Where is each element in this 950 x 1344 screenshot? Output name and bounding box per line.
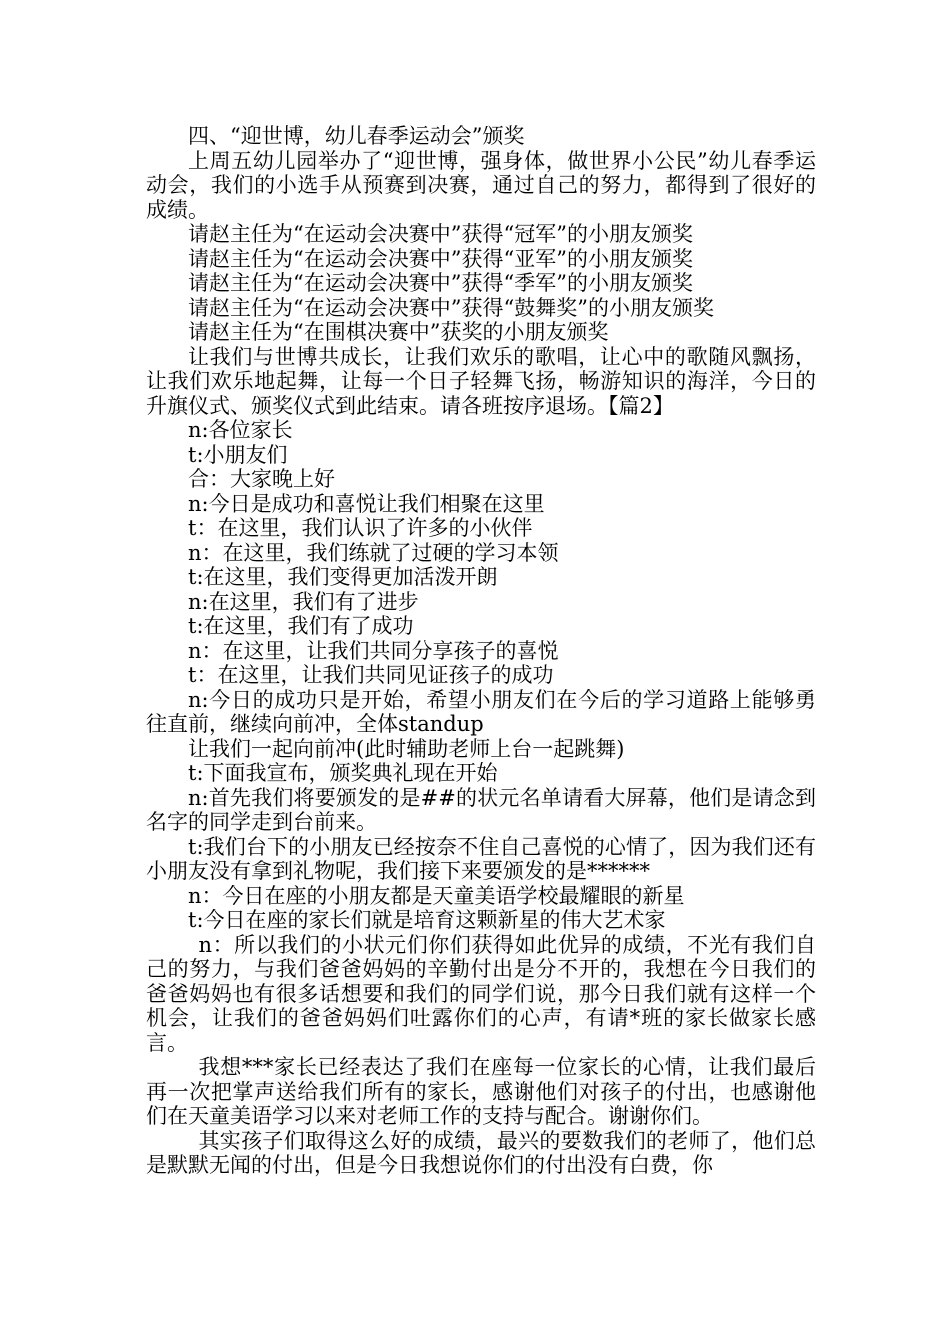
document-page [146, 124, 816, 1178]
script-line: n：今日在座的小朋友都是天童美语学校最耀眼的新星 [188, 883, 685, 908]
script-line: t：在这里，让我们共同见证孩子的成功 [188, 663, 554, 687]
script-line: n:今日是成功和喜悦让我们相聚在这里 [188, 491, 545, 516]
paragraph: 上周五幼儿园举办了“迎世博，强身体，做世界小公民”幼儿春季运动会，我们的小选手从预赛到决赛，通过自己的努力，都得到了很好的成绩。 [146, 148, 816, 222]
script-line: n:今日的成功只是开始，希望小朋友们在今后的学习道路上能够勇往直前，继续向前冲，全体standup [146, 687, 816, 736]
script-line: n：在这里，让我们共同分享孩子的喜悦 [188, 638, 559, 663]
script-line: t:小朋友们 [188, 442, 288, 467]
script-line: n:首先我们将要颁发的是##的状元名单请看大屏幕，他们是请念到名字的同学走到台前来。 [146, 785, 816, 834]
script-line: 让我们一起向前冲(此时辅助老师上台一起跳舞) [188, 736, 625, 761]
paragraph: 请赵主任为“在运动会决赛中”获得“冠军”的小朋友颁奖 [188, 222, 693, 246]
paragraph: 请赵主任为“在运动会决赛中”获得“亚军”的小朋友颁奖 [188, 246, 693, 271]
script-line: t:今日在座的家长们就是培育这颗新星的伟大艺术家 [188, 908, 666, 932]
paragraph: 请赵主任为“在运动会决赛中”获得“鼓舞奖”的小朋友颁奖 [188, 295, 714, 320]
paragraph: 我想***家长已经表达了我们在座每一位家长的心情，让我们最后再一次把掌声送给我们所有的家长，感谢他们对孩子的付出，也感谢他们在天童美语学习以来对老师工作的支持与配合。谢谢你们。 [146, 1055, 816, 1128]
script-line: t:在这里，我们变得更加活泼开朗 [188, 565, 498, 589]
paragraph: 请赵主任为“在围棋决赛中”获奖的小朋友颁奖 [188, 320, 609, 344]
script-line: t：在这里，我们认识了许多的小伙伴 [188, 516, 533, 540]
script-line: n：在这里，我们练就了过硬的学习本领 [188, 540, 559, 565]
script-line: t:在这里，我们有了成功 [188, 614, 414, 638]
script-line: t:我们台下的小朋友已经按奈不住自己喜悦的心情了，因为我们还有小朋友没有拿到礼物呢，我们接下来要颁发的是****** [146, 834, 816, 883]
script-line: 合：大家晚上好 [188, 467, 335, 491]
script-line: n:在这里，我们有了进步 [188, 589, 419, 614]
paragraph: 请赵主任为“在运动会决赛中”获得“季军”的小朋友颁奖 [188, 271, 693, 295]
section-heading: 四、“迎世博，幼儿春季运动会”颁奖 [188, 124, 525, 148]
paragraph: 让我们与世博共成长，让我们欢乐的歌唱，让心中的歌随风飘扬，让我们欢乐地起舞，让每一个日子轻舞飞扬，畅游知识的海洋，今日的升旗仪式、颁奖仪式到此结束。请各班按序退场。【篇2】 [146, 344, 816, 418]
script-line: n:各位家长 [188, 418, 293, 442]
paragraph: 其实孩子们取得这么好的成绩，最兴的要数我们的老师了，他们总是默默无闻的付出，但是今日我想说你们的付出没有白费，你 [146, 1128, 816, 1177]
paragraph: n：所以我们的小状元们你们获得如此优异的成绩，不光有我们自己的努力，与我们爸爸妈妈的辛勤付出是分不开的，我想在今日我们的爸爸妈妈也有很多话想要和我们的同学们说，那今日我们就有这样一个机会，让我们的爸爸妈妈们吐露你们的心声，有请*班的家长做家长感言。 [146, 932, 816, 1055]
script-line: t:下面我宣布，颁奖典礼现在开始 [188, 761, 498, 785]
